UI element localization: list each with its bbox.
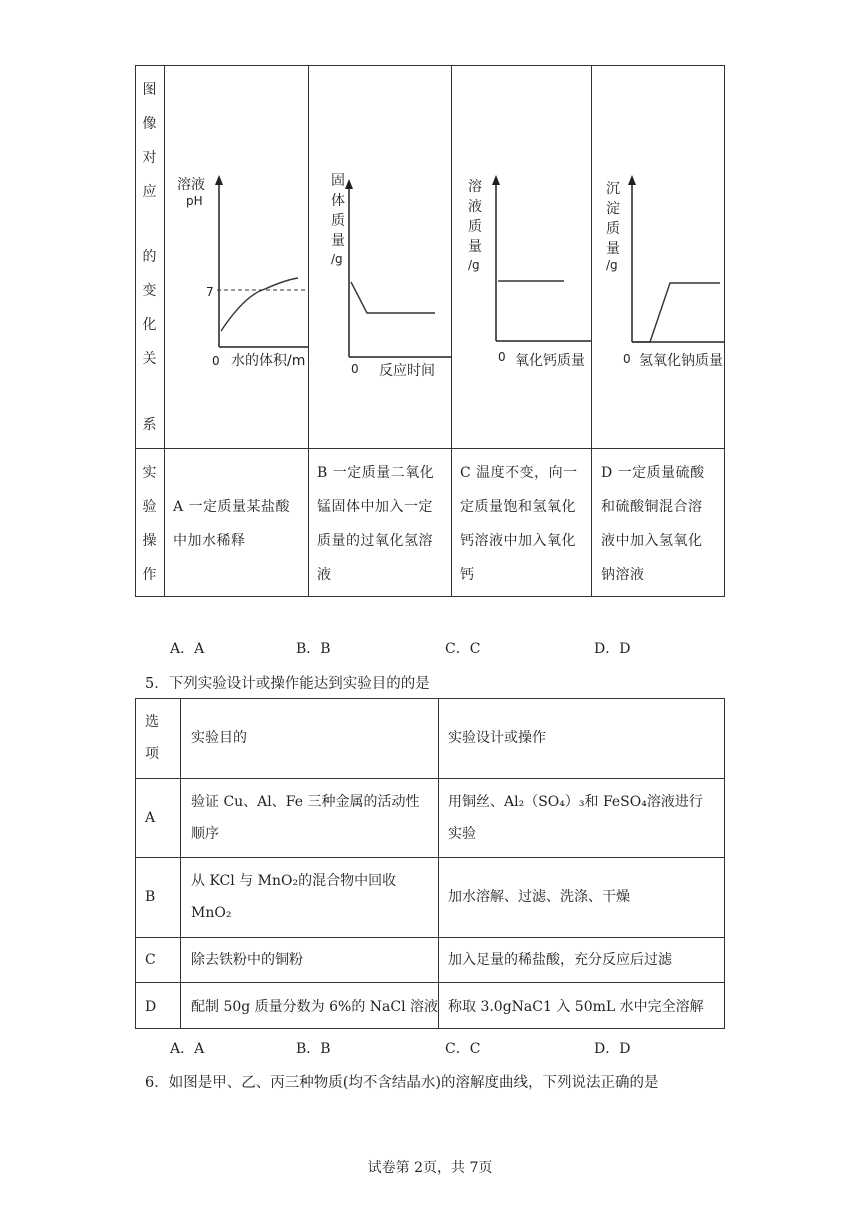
svg-text:/g: /g xyxy=(468,258,480,272)
svg-text:淀: 淀 xyxy=(606,201,620,217)
svg-text:0: 0 xyxy=(212,354,220,368)
graph-d xyxy=(592,165,725,385)
graph-b-xlabel: 反应时间 xyxy=(379,363,435,379)
header-option: 选 项 xyxy=(145,714,159,762)
graph-c xyxy=(452,165,591,385)
row-a-design: 用铜丝、Al₂（SO₄）₃和 FeSO₄溶液进行 实验 xyxy=(448,794,703,842)
svg-text:溶: 溶 xyxy=(468,179,482,195)
row-c-design: 加入足量的稀盐酸，充分反应后过滤 xyxy=(448,952,672,968)
graph-table: 图 像 对 应 的 变 化 关 系 溶液 pH 7 0 水的体积/m 固 体 质 量 /g 0 反应时间 溶 液 质 量 /g 0 氧化钙质量 沉 淀 质 量 /g 0 氢氧化钠质量 实 验 操 作 A 一定质量某盐酸 中加水稀释 B 一定质量二氧化 锰固体中加入一定 质量的过氧化氢溶 液 C 温度不变，向一 定质量饱和氢氧化 钙溶液中加入氧化 钙 D 一定质量硫酸 和硫酸铜混合溶 液中加入氢氧化 钠溶液 xyxy=(135,65,725,597)
graph-d-curve xyxy=(632,283,720,342)
graph-d-xlabel: 氢氧化钠质量 xyxy=(639,353,723,369)
experiment-table xyxy=(135,698,725,1029)
row-c-option: C xyxy=(145,952,156,968)
q4-option-d[interactable]: D．D xyxy=(594,641,631,657)
q5-stem: 5．下列实验设计或操作能达到实验目的的是 xyxy=(145,676,430,692)
operation-d: D 一定质量硫酸 和硫酸铜混合溶 液中加入氢氧化 钠溶液 xyxy=(601,465,705,583)
svg-text:7: 7 xyxy=(206,285,214,299)
grid-line xyxy=(135,448,725,449)
q5-option-b[interactable]: B．B xyxy=(296,1041,331,1057)
row-a-goal: 验证 Cu、Al、Fe 三种金属的活动性 顺序 xyxy=(191,794,420,842)
header-design: 实验设计或操作 xyxy=(448,730,546,746)
svg-text:/g: /g xyxy=(606,258,618,272)
row-b-goal: 从 KCl 与 MnO₂的混合物中回收 MnO₂ xyxy=(191,873,397,921)
svg-text:体: 体 xyxy=(331,193,345,209)
svg-text:质: 质 xyxy=(468,219,482,235)
svg-text:量: 量 xyxy=(606,241,620,257)
svg-text:/g: /g xyxy=(331,252,343,266)
operation-a: A 一定质量某盐酸 中加水稀释 xyxy=(173,499,291,549)
svg-text:质: 质 xyxy=(331,213,345,229)
q5-option-a[interactable]: A．A xyxy=(170,1041,205,1057)
row-d-design: 称取 3.0gNaC1 入 50mL 水中完全溶解 xyxy=(448,999,704,1015)
row-a-option: A xyxy=(145,810,156,826)
operation-c: C 温度不变，向一 定质量饱和氢氧化 钙溶液中加入氧化 钙 xyxy=(460,465,578,583)
graph-a-full xyxy=(165,165,308,385)
graph-b-ylabel: 固 xyxy=(331,173,345,189)
svg-text:沉: 沉 xyxy=(606,181,620,197)
graph-b-curve xyxy=(351,282,435,313)
q5-option-d[interactable]: D．D xyxy=(594,1041,631,1057)
q5-option-c[interactable]: C．C xyxy=(445,1041,481,1057)
header-goal: 实验目的 xyxy=(191,730,247,746)
svg-text:溶液: 溶液 xyxy=(177,177,205,193)
q6-stem: 6．如图是甲、乙、丙三种物质(均不含结晶水)的溶解度曲线，下列说法正确的是 xyxy=(145,1075,659,1091)
svg-text:量: 量 xyxy=(331,233,345,249)
operation-b: B 一定质量二氧化 锰固体中加入一定 质量的过氧化氢溶 液 xyxy=(317,465,435,583)
svg-text:pH: pH xyxy=(186,194,203,208)
q4-option-a[interactable]: A．A xyxy=(170,641,205,657)
q4-option-c[interactable]: C．C xyxy=(445,641,481,657)
row-d-goal: 配制 50g 质量分数为 6%的 NaCl 溶液 xyxy=(191,999,439,1015)
row-b-option: B xyxy=(145,889,156,905)
row-b-design: 加水溶解、过滤、洗涤、干燥 xyxy=(448,889,630,905)
svg-text:质: 质 xyxy=(606,221,620,237)
row-c-goal: 除去铁粉中的铜粉 xyxy=(191,952,303,968)
svg-text:量: 量 xyxy=(468,239,482,255)
graph-b xyxy=(309,165,451,385)
q4-option-b[interactable]: B．B xyxy=(296,641,331,657)
svg-text:液: 液 xyxy=(468,199,482,215)
row-d-option: D xyxy=(145,999,157,1015)
graph-c-xlabel: 氧化钙质量 xyxy=(515,353,585,369)
svg-text:0: 0 xyxy=(351,362,359,376)
svg-text:0: 0 xyxy=(623,352,631,366)
svg-text:水的体积/m: 水的体积/m xyxy=(231,353,306,369)
svg-text:0: 0 xyxy=(498,350,506,364)
page-footer: 试卷第 2页，共 7页 xyxy=(367,1160,493,1176)
